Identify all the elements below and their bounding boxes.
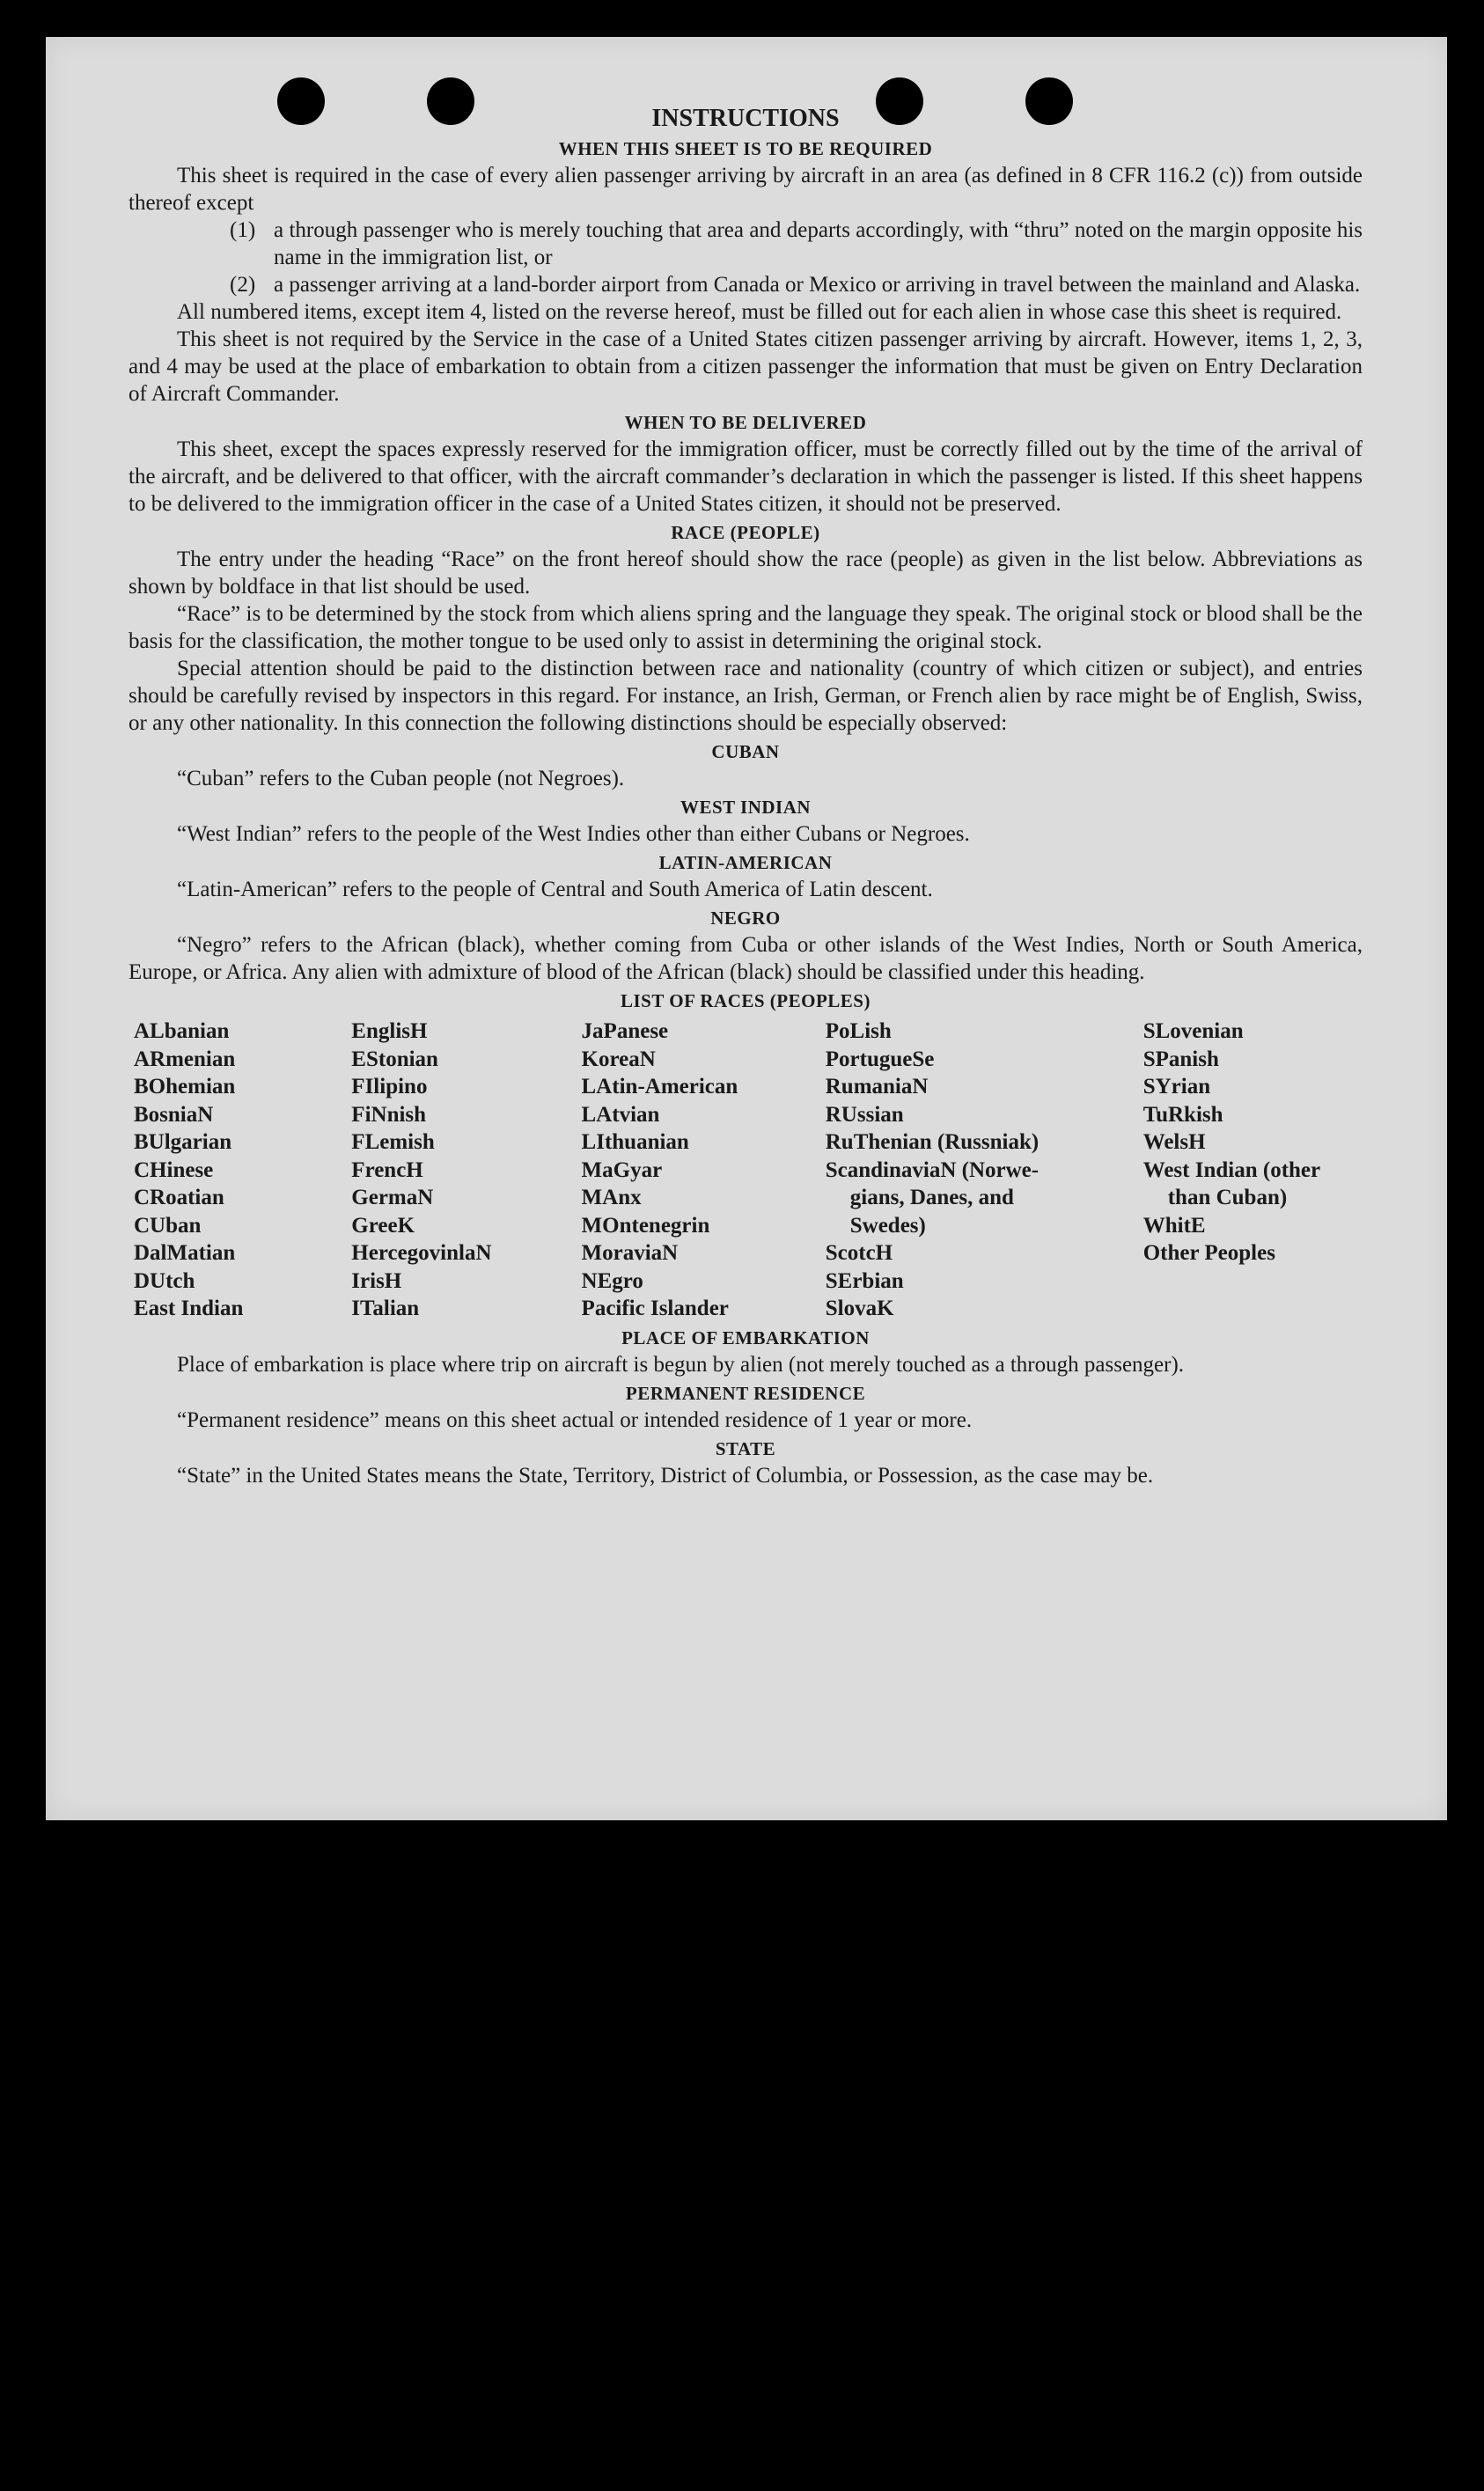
race-entry: ScandinaviaN (Norwe-: [825, 1157, 1040, 1182]
section-heading: RACE (PEOPLE): [671, 522, 820, 543]
race-entry: PoLish: [825, 1019, 892, 1043]
race-column: [351, 1018, 581, 1323]
race-column: [1143, 1018, 1363, 1323]
race-entry: ARmenian: [134, 1047, 236, 1071]
race-entry: BUlgarian: [134, 1130, 232, 1154]
race-entry: RuThenian (Russniak): [825, 1130, 1040, 1154]
race-entry: IrisH: [351, 1268, 402, 1293]
section-heading: CUBAN: [711, 741, 780, 762]
race-entry: MoraviaN: [581, 1241, 679, 1265]
section-heading: WHEN THIS SHEET IS TO BE REQUIRED: [558, 138, 933, 159]
section-heading: STATE: [715, 1437, 776, 1459]
item-number: (2): [230, 273, 256, 297]
race-column: [582, 1018, 826, 1323]
paragraph: This sheet, except the spaces expressly reserved for the immigration officer, must be correctly filled out by the time of the arrival of the aircraft, and be delivered to that officer, with the aircraft commander’s declaration in which the passenger is listed. If this sheet happens to be delivered to the immigration officer in the case of a United States citizen, it should not be preserved.: [129, 437, 1363, 516]
item-number: (1): [230, 218, 256, 242]
race-entry: JaPanese: [581, 1019, 669, 1043]
race-entry: SlovaK: [825, 1297, 894, 1320]
document-body: [129, 104, 1363, 1489]
list-item: [230, 271, 1363, 298]
race-entry: WhitE: [1142, 1213, 1206, 1238]
paragraph: “Negro” refers to the African (black), whether coming from Cuba or other islands of the West Indies, North or South America, Europe, or Africa. Any alien with admixture of blood of the African (black) should be classified under this heading.: [129, 933, 1363, 984]
paragraph: Place of embarkation is place where trip on aircraft is begun by alien (not merely touched as a through passenger).: [177, 1352, 1185, 1377]
race-entry: KoreaN: [581, 1047, 656, 1071]
race-entry: RumaniaN: [825, 1075, 929, 1099]
race-entry: Swedes): [849, 1213, 926, 1238]
race-entry: East Indian: [134, 1297, 244, 1320]
race-entry: MaGyar: [581, 1157, 663, 1182]
race-entry: SLovenian: [1142, 1019, 1244, 1043]
paragraph: The entry under the heading “Race” on the front hereof should show the race (people) as given in the list below. Abbreviations as shown by boldface in that list should be used.: [129, 547, 1363, 599]
race-entry: BOhemian: [134, 1075, 236, 1099]
race-list: [129, 1018, 1363, 1323]
race-entry: LAtin-American: [581, 1075, 738, 1099]
section-heading: NEGRO: [710, 907, 781, 929]
race-entry: EStonian: [351, 1047, 438, 1071]
race-entry: Pacific Islander: [581, 1297, 729, 1320]
race-column: [129, 1018, 351, 1323]
race-entry: ITalian: [351, 1297, 420, 1320]
paragraph: Special attention should be paid to the distinction between race and nationality (country of which citizen or subject), and entries should be carefully revised by inspectors in this regard. For instance, an Irish, German, or French alien by race might be of English, Swiss, or any other nationality. In this connection the following distinctions should be especially observed:: [129, 657, 1363, 735]
document-sheet: [46, 37, 1447, 1820]
race-entry: NEgro: [581, 1268, 643, 1293]
paragraph: “Race” is to be determined by the stock from which aliens spring and the language they speak. The original stock or blood shall be the basis for the classification, the mother tongue to be used only to assist in determining the original stock.: [129, 602, 1363, 653]
paragraph: “West Indian” refers to the people of the West Indies other than either Cubans or Negroes.: [177, 822, 970, 846]
section-heading: WEST INDIAN: [680, 797, 812, 818]
race-entry: BosniaN: [134, 1102, 214, 1127]
race-entry: LAtvian: [581, 1102, 660, 1127]
race-entry: EnglisH: [351, 1019, 428, 1043]
section-heading: PLACE OF EMBARKATION: [621, 1326, 870, 1348]
race-entry: than Cuban): [1167, 1186, 1288, 1209]
race-entry: MOntenegrin: [581, 1213, 710, 1238]
section-heading: LATIN-AMERICAN: [658, 852, 833, 873]
race-entry: HercegovinlaN: [351, 1241, 492, 1265]
page-title: INSTRUCTIONS: [651, 105, 840, 132]
paragraph: “Permanent residence” means on this sheet actual or intended residence of 1 year or more.: [177, 1407, 973, 1432]
race-entry: Other Peoples: [1142, 1241, 1275, 1265]
race-entry: CRoatian: [134, 1186, 224, 1209]
paragraph: All numbered items, except item 4, listed on the reverse hereof, must be filled out for each alien in whose case this sheet is required.: [177, 300, 1342, 324]
race-entry: FiNnish: [351, 1102, 427, 1127]
race-entry: MAnx: [581, 1186, 642, 1209]
section-heading: WHEN TO BE DELIVERED: [624, 412, 867, 433]
paragraph: “Latin-American” refers to the people of Central and South America of Latin descent.: [177, 878, 933, 901]
section-heading: PERMANENT RESIDENCE: [625, 1382, 866, 1404]
paragraph: This sheet is required in the case of every alien passenger arriving by aircraft in an area (as defined in 8 CFR 116.2 (c)) from outside thereof except: [129, 164, 1363, 215]
race-entry: TuRkish: [1142, 1102, 1223, 1127]
race-entry: CUban: [134, 1213, 202, 1238]
paragraph: This sheet is not required by the Service in the case of a United States citizen passenger arriving by aircraft. However, items 1, 2, 3, and 4 may be used at the place of embarkation to obtain from a citizen passenger the information that must be given on Entry Declaration of Aircraft Commander.: [129, 327, 1363, 406]
race-entry: WelsH: [1142, 1130, 1206, 1154]
race-entry: FLemish: [351, 1130, 435, 1154]
race-entry: SPanish: [1142, 1047, 1219, 1071]
race-entry: FrencH: [351, 1157, 423, 1182]
race-column: [826, 1018, 1143, 1323]
race-entry: GermaN: [351, 1186, 434, 1209]
race-entry: SYrian: [1142, 1075, 1211, 1099]
list-item: [230, 217, 1363, 271]
race-entry: DalMatian: [134, 1241, 236, 1265]
item-text: a passenger arriving at a land-border airport from Canada or Mexico or arriving in travel between the mainland and Alaska.: [274, 273, 1361, 297]
race-entry: FIlipino: [351, 1075, 428, 1099]
race-entry: CHinese: [134, 1157, 214, 1182]
race-entry: RUssian: [825, 1102, 904, 1127]
race-entry: gians, Danes, and: [849, 1186, 1014, 1209]
race-entry: DUtch: [134, 1268, 195, 1293]
race-entry: GreeK: [351, 1213, 415, 1238]
race-entry: PortugueSe: [825, 1047, 935, 1071]
section-heading: LIST OF RACES (PEOPLES): [621, 990, 871, 1011]
race-entry: ScotcH: [825, 1241, 893, 1265]
race-entry: SErbian: [825, 1268, 904, 1293]
race-entry: LIthuanian: [581, 1130, 689, 1154]
item-text: a through passenger who is merely touching that area and departs accordingly, with “thru” noted on the margin opposite his name in the immigration list, or: [274, 218, 1363, 269]
race-entry: West Indian (other: [1142, 1157, 1321, 1182]
race-entry: ALbanian: [134, 1019, 230, 1043]
paragraph: “Cuban” refers to the Cuban people (not Negroes).: [177, 767, 625, 790]
paragraph: “State” in the United States means the State, Territory, District of Columbia, or Possession, as the case may be.: [177, 1463, 1154, 1488]
